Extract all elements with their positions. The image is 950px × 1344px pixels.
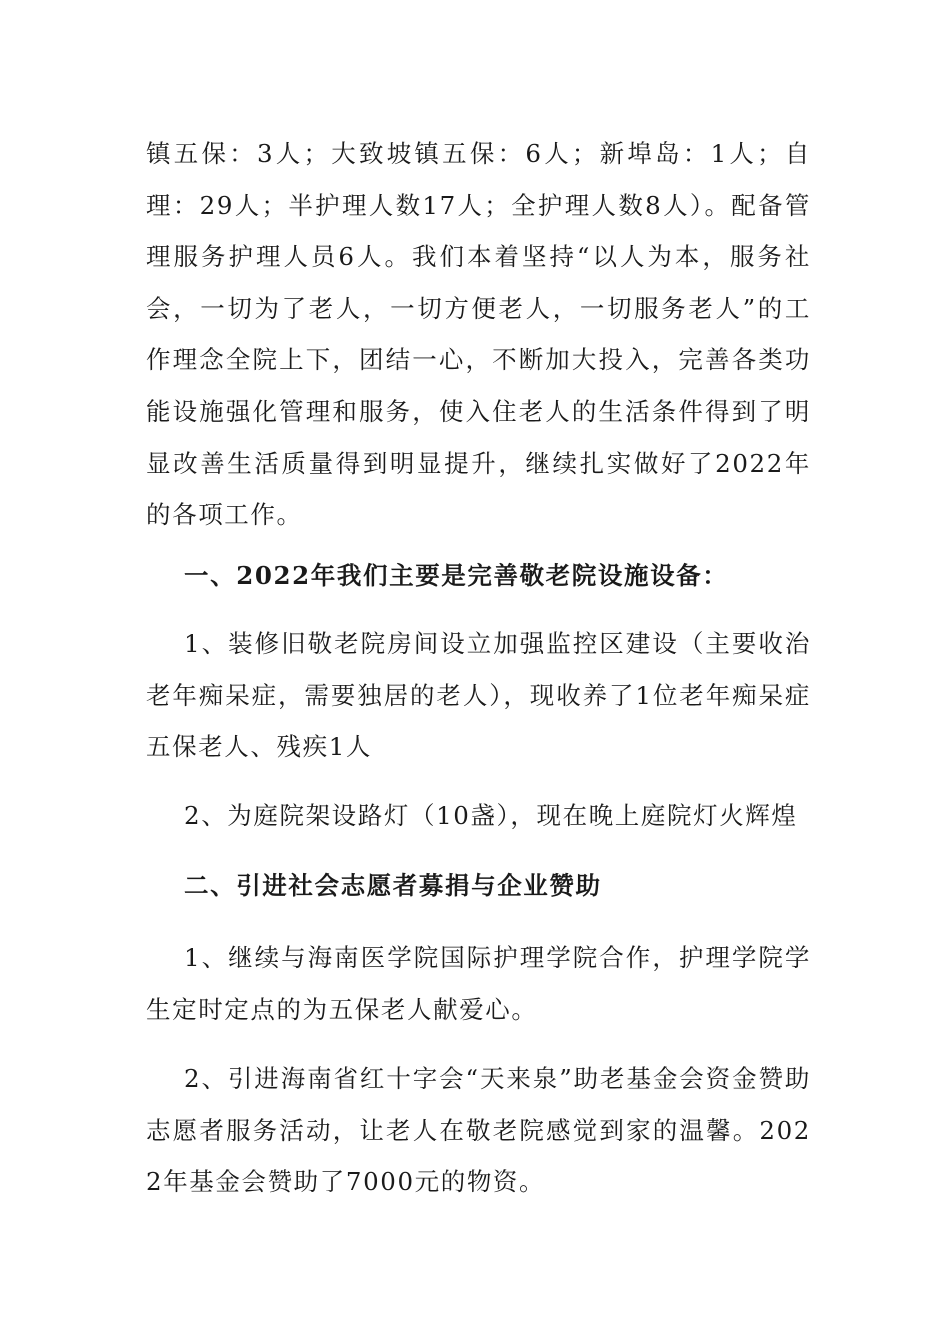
section1-item2: 2、为庭院架设路灯（10盏），现在晚上庭院灯火辉煌 [184,801,798,830]
intro-paragraph: 镇五保：3人；大致坡镇五保：6人；新埠岛：1人；自理：29人；半护理人数17人；全护理人数8人）。配备管理服务护理人员6人。我们本着坚持“以人为本，服务社会，一切为了老人，一切方便老人，一切服务老人”的工作理念全院上下，团结一心，不断加大投入，完善各类功能设施强化管理和服务，使入住老人的生活条件得到了明显改善生活质量得到明显提升，继续扎实做好了2022年的各项工作。 [146,139,811,530]
section2-heading: 二、引进社会志愿者募捐与企业赞助 [184,871,602,900]
section2-item1: 1、继续与海南医学院国际护理学院合作，护理学院学生定时定点的为五保老人献爱心。 [146,943,811,1024]
section2-item2: 2、引进海南省红十字会“天来泉”助老基金会资金赞助志愿者服务活动，让老人在敬老院感觉到家的温馨。2022年基金会赞助了7000元的物资。 [146,1064,811,1197]
section1-heading: 一、2022年我们主要是完善敬老院设施设备： [184,561,729,590]
section1-item1: 1、装修旧敬老院房间设立加强监控区建设（主要收治老年痴呆症，需要独居的老人），现收养了1位老年痴呆症五保老人、残疾1人 [146,629,811,762]
